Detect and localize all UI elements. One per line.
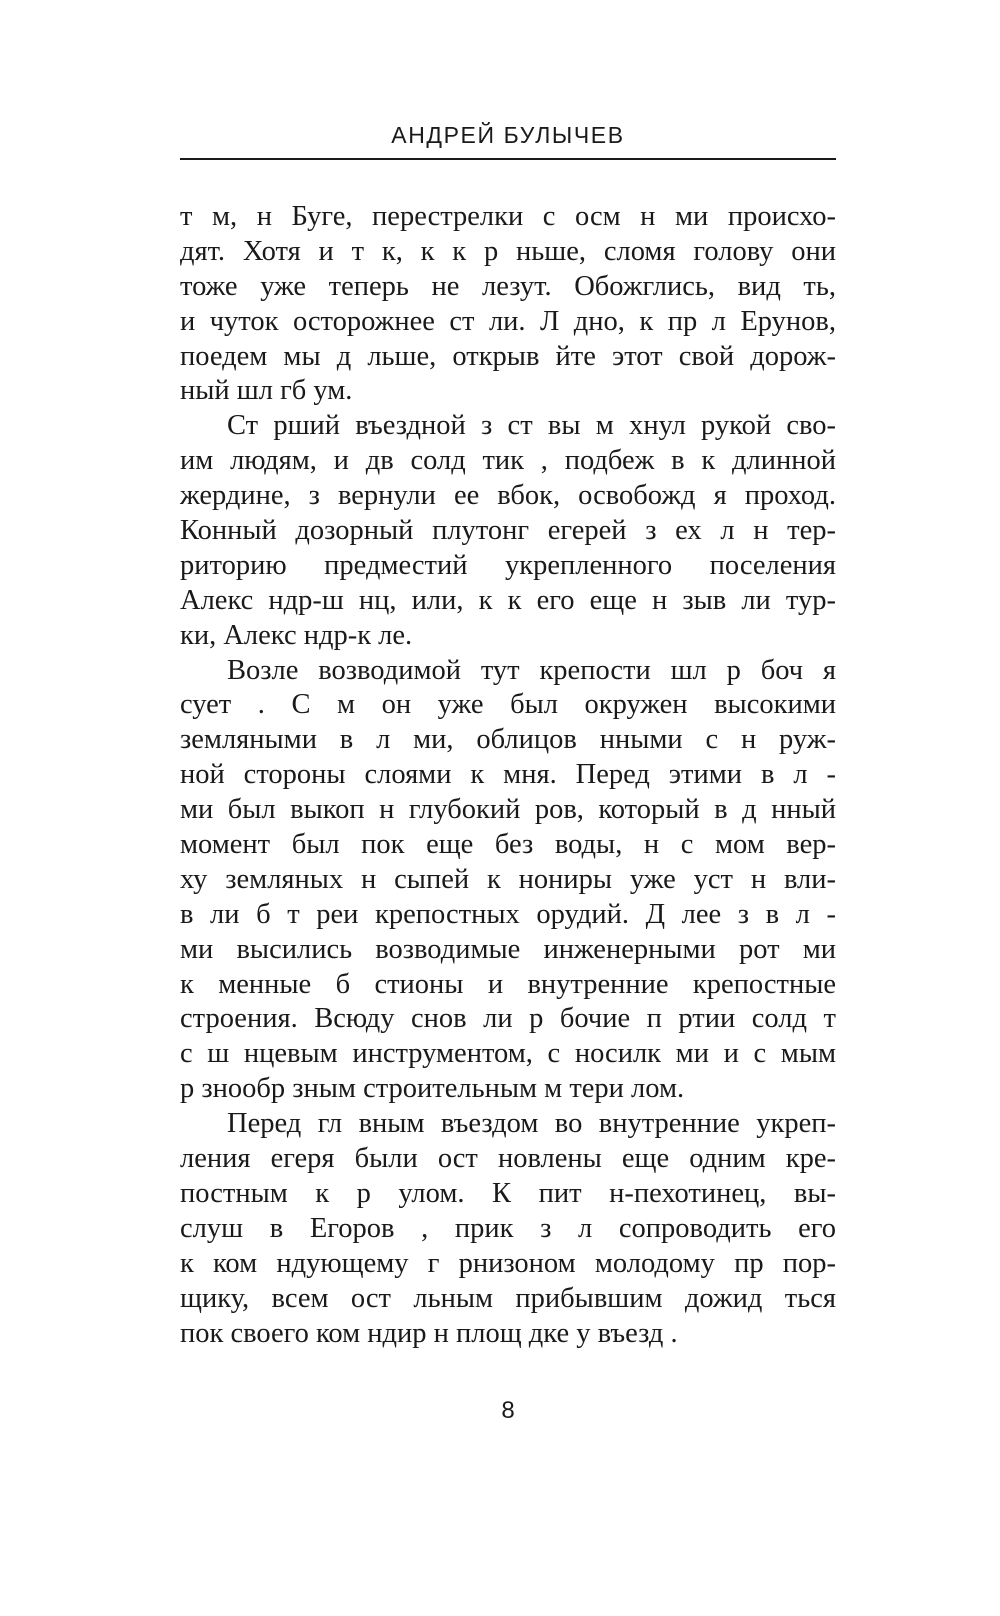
paragraph [180, 409, 836, 653]
page-number: 8 [501, 1397, 515, 1424]
text-line: слуш в Егоров , прик з л сопроводить его [180, 1212, 836, 1244]
text-line: в ли б т реи крепостных орудий. Д лее з в л - [180, 898, 836, 930]
text-line: к менные б стионы и внутренние крепостные [180, 968, 836, 1000]
text-line: строения. Всюду снов ли р бочие п ртии солд т [180, 1003, 836, 1035]
text-line: ный шл гб ум. [180, 375, 353, 407]
text-line: поедем мы д льше, открыв йте этот свой дорож- [180, 340, 836, 372]
text-line: риторию предместий укрепленного поселения [180, 549, 836, 581]
paragraph [180, 200, 836, 409]
text-line: сует . С м он уже был окружен высокими [180, 689, 836, 721]
text-line: ки, Алекс ндр-к ле. [180, 619, 413, 651]
text-line: им людям, и дв солд тик , подбеж в к длинной [180, 445, 836, 477]
body-text [180, 200, 836, 1351]
text-line: ми высились возводимые инженерными рот ми [180, 933, 836, 965]
text-line: Ст рший въездной з ст вы м хнул рукой сво- [227, 410, 836, 442]
text-line: Перед гл вным въездом во внутренние укреп- [227, 1108, 836, 1140]
text-line: т м, н Буге, перестрелки с осм н ми происхо- [180, 201, 836, 232]
text-line: и чуток осторожнее ст ли. Л дно, к пр л Ерунов, [180, 305, 836, 337]
text-line: жердине, з вернули ее вбок, освобожд я проход. [180, 480, 836, 512]
text-line: момент был пок еще без воды, н с мом вер- [180, 829, 836, 861]
text-line: пок своего ком ндир н площ дке у въезд . [180, 1317, 678, 1349]
text-line: Возле возводимой тут крепости шл р боч я [227, 654, 836, 686]
header-divider [180, 158, 836, 160]
paragraph [180, 1107, 836, 1351]
text-line: р знообр зным строительным м тери лом. [180, 1073, 685, 1105]
running-header: АНДРЕЙ БУЛЫЧЕВ [391, 122, 625, 148]
text-line: щику, всем ост льным прибывшим дожид ться [180, 1282, 836, 1314]
text-line: Конный дозорный плутонг егерей з ех л н тер- [180, 515, 836, 547]
text-line: дят. Хотя и т к, к к р ньше, сломя голову они [180, 235, 836, 267]
text-line: Алекс ндр-ш нц, или, к к его еще н зыв ли тур- [180, 584, 836, 616]
text-line: к ком ндующему г рнизоном молодому пр пор- [180, 1247, 836, 1279]
text-line: земляными в л ми, облицов нными с н руж- [180, 724, 836, 756]
text-line: ми был выкоп н глубокий ров, который в д нный [180, 794, 836, 826]
paragraph [180, 654, 836, 1108]
text-line: тоже уже теперь не лезут. Обожглись, вид ть, [180, 270, 836, 302]
text-line: ху земляных н сыпей к нониры уже уст н вли- [180, 863, 836, 895]
text-line: с ш нцевым инструментом, с носилк ми и с мым [180, 1038, 836, 1070]
text-line: постным к р улом. К пит н-пехотинец, вы- [180, 1177, 836, 1209]
text-line: ления егеря были ост новлены еще одним кре- [180, 1143, 836, 1175]
text-line: ной стороны слоями к мня. Перед этими в л - [180, 759, 836, 791]
